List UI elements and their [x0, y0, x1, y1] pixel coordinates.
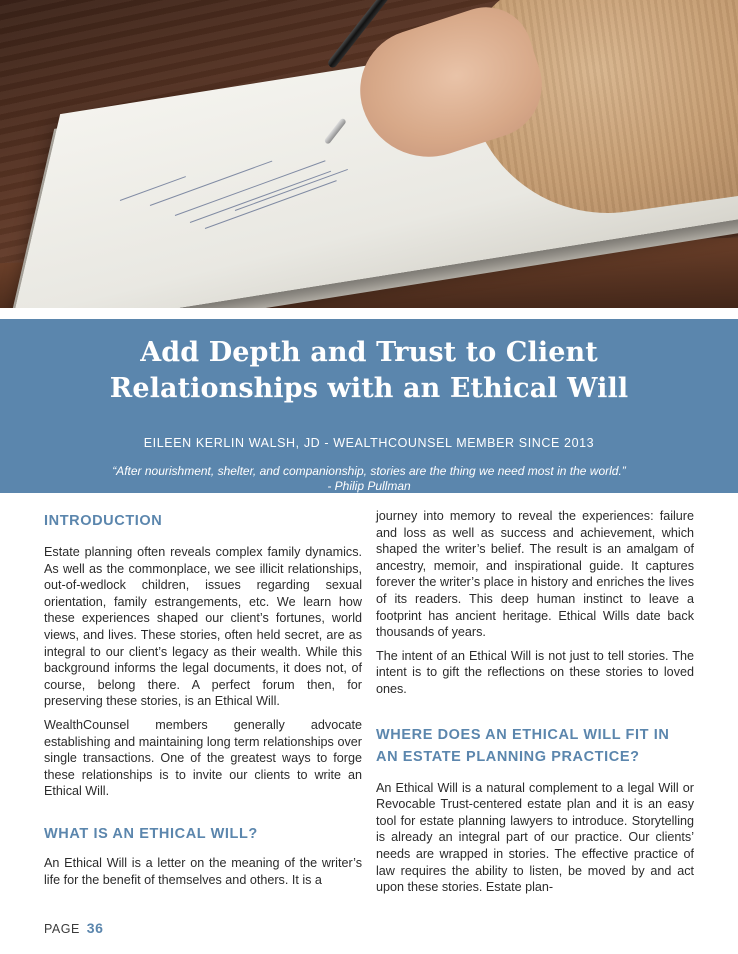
section-heading-introduction: INTRODUCTION	[44, 513, 163, 529]
page-label: PAGE	[44, 922, 80, 936]
section-heading-line: AN ESTATE PLANNING PRACTICE?	[376, 748, 640, 765]
page-number: 36	[86, 920, 104, 936]
title-banner	[0, 319, 738, 493]
left-column	[44, 508, 362, 895]
paragraph: The intent of an Ethical Will is not just to tell stories. The intent is to gift the reflections on these stories to loved ones.	[376, 648, 694, 696]
section-heading-line: WHERE DOES AN ETHICAL WILL FIT IN	[376, 726, 670, 743]
epigraph-quote: “After nourishment, shelter, and companionship, stories are the thing we need most in the world.”	[112, 464, 626, 478]
paragraph: An Ethical Will is a letter on the meaning of the writer’s life for the benefit of themselves and others. It is a	[44, 855, 362, 887]
hero-photo	[0, 0, 738, 308]
section-heading-where-fit	[376, 724, 694, 768]
epigraph-author: - Philip Pullman	[327, 479, 411, 493]
paragraph: Estate planning often reveals complex family dynamics. As well as the commonplace, we see illicit relationships, out-of-wedlock children, issues regarding sexual orientation, family estrangements, etc. We learn how these experiences shaped our client’s fortunes, world views, and lives. These stories, often held secret, are as integral to our client’s legacy as their wealth. While this background informs the legal documents, it does not, of course, belong there. A perfect forum then, for preserving these stories, is an Ethical Will.	[44, 545, 362, 709]
right-column	[376, 508, 694, 903]
section-heading-what-is: WHAT IS AN ETHICAL WILL?	[44, 825, 258, 842]
paragraph: An Ethical Will is a natural complement to a legal Will or Revocable Trust-centered estate plan and it is an easy tool for estate planning lawyers to introduce. Storytelling is already an integral part of our practice. Our clients’ needs are wrapped in stories. The effective practice of law requires the ability to listen, be moved by and act upon these stories. Estate plan-	[376, 780, 694, 895]
author-byline: EILEEN KERLIN WALSH, JD - WEALTHCOUNSEL MEMBER SINCE 2013	[143, 436, 595, 450]
article-title-line: Relationships with an Ethical Will	[109, 373, 629, 404]
paragraph: WealthCounsel members generally advocate establishing and maintaining long term relationships over single transactions. One of the greatest ways to forge these relationships is to invite our clients to write an Ethical Will.	[44, 717, 362, 799]
page-footer	[44, 920, 103, 936]
article-title	[0, 319, 738, 407]
article-title-line: Add Depth and Trust to Client	[140, 337, 598, 368]
paragraph: journey into memory to reveal the experiences: failure and loss as well as success and achievement, which shaped the writer’s belief. The result is an amalgam of ancestry, memoir, and inspirational guide. It captures forever the writer’s place in history and enriches the lives of its readers. This deep human instinct to leave a footprint has ancient heritage. Ethical Wills date back thousands of years.	[376, 509, 694, 640]
